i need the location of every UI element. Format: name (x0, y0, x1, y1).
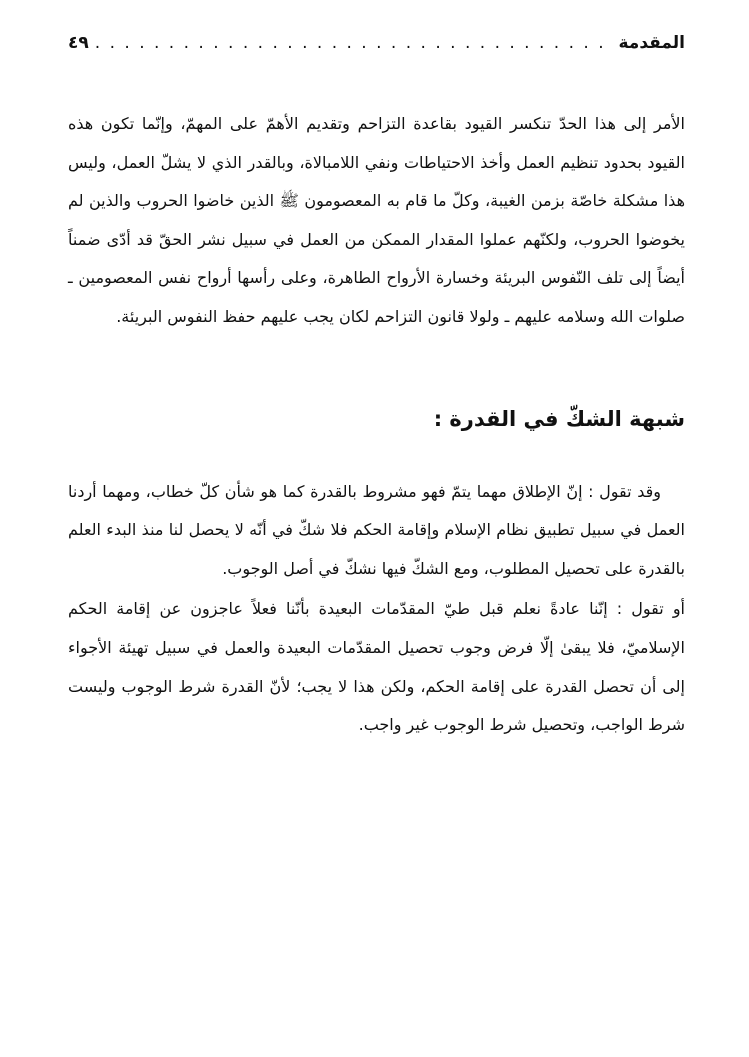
running-header (68, 26, 685, 60)
paragraph-objection-2: أو تقول : إنّنا عادةً نعلم قبل طيّ المقدّمات البعيدة بأنّنا فعلاً عاجزون عن إقامة الحكم الإسلاميّ، فلا يبقىٰ إلّا فرض وجوب تحصيل المقدّمات البعيدة والعمل في سبيل تهيئة الأجواء إلى أن تحصل القدرة على إقامة الحكم، ولكن هذا لا يجب؛ لأنّ القدرة شرط الوجوب وليست شرط الواجب، وتحصيل شرط الوجوب غير واجب. (68, 599, 685, 735)
chapter-title: المقدمة (618, 33, 685, 53)
book-page (68, 26, 685, 1026)
paragraph-objection-1: وقد تقول : إنّ الإطلاق مهما يتمّ فهو مشروط بالقدرة كما هو شأن كلّ خطاب، ومهما أردنا العمل في سبيل تطبيق نظام الإسلام وإقامة الحكم فلا شكّ في أنّه لا يحصل لنا منذ البدء العلم بالقدرة على تحصيل المطلوب، ومع الشكّ فيها نشكّ في أصل الوجوب. (68, 481, 685, 578)
section-heading: شبهة الشكّ في القدرة : (433, 406, 685, 431)
paragraph-continuation: الأمر إلى هذا الحدّ تنكسر القيود بقاعدة التزاحم وتقديم الأهمّ على المهمّ، وإنّما تكون هذه القيود بحدود تنظيم العمل وأخذ الاحتياطات ونفي اللامبالاة، وبالقدر الذي لا يشلّ العمل، وليس هذا مشكلة خاصّة بزمن الغيبة، وكلّ ما قام به المعصومون ﷺ الذين خاضوا الحروب والذين لم يخوضوا الحروب، ولكنّهم عملوا المقدار الممكن من العمل في سبيل نشر الحقّ قد أدّى ضمناً أيضاً إلى تلف النّفوس البريئة وخسارة الأرواح الطاهرة، وعلى رأسها أرواح نفس المعصومين ـ صلوات الله وسلامه عليهم ـ ولولا قانون التزاحم لكان يجب عليهم حفظ النفوس البريئة. (68, 114, 685, 326)
leader-dots (95, 26, 613, 60)
page-number: ٤٩ (68, 33, 89, 53)
